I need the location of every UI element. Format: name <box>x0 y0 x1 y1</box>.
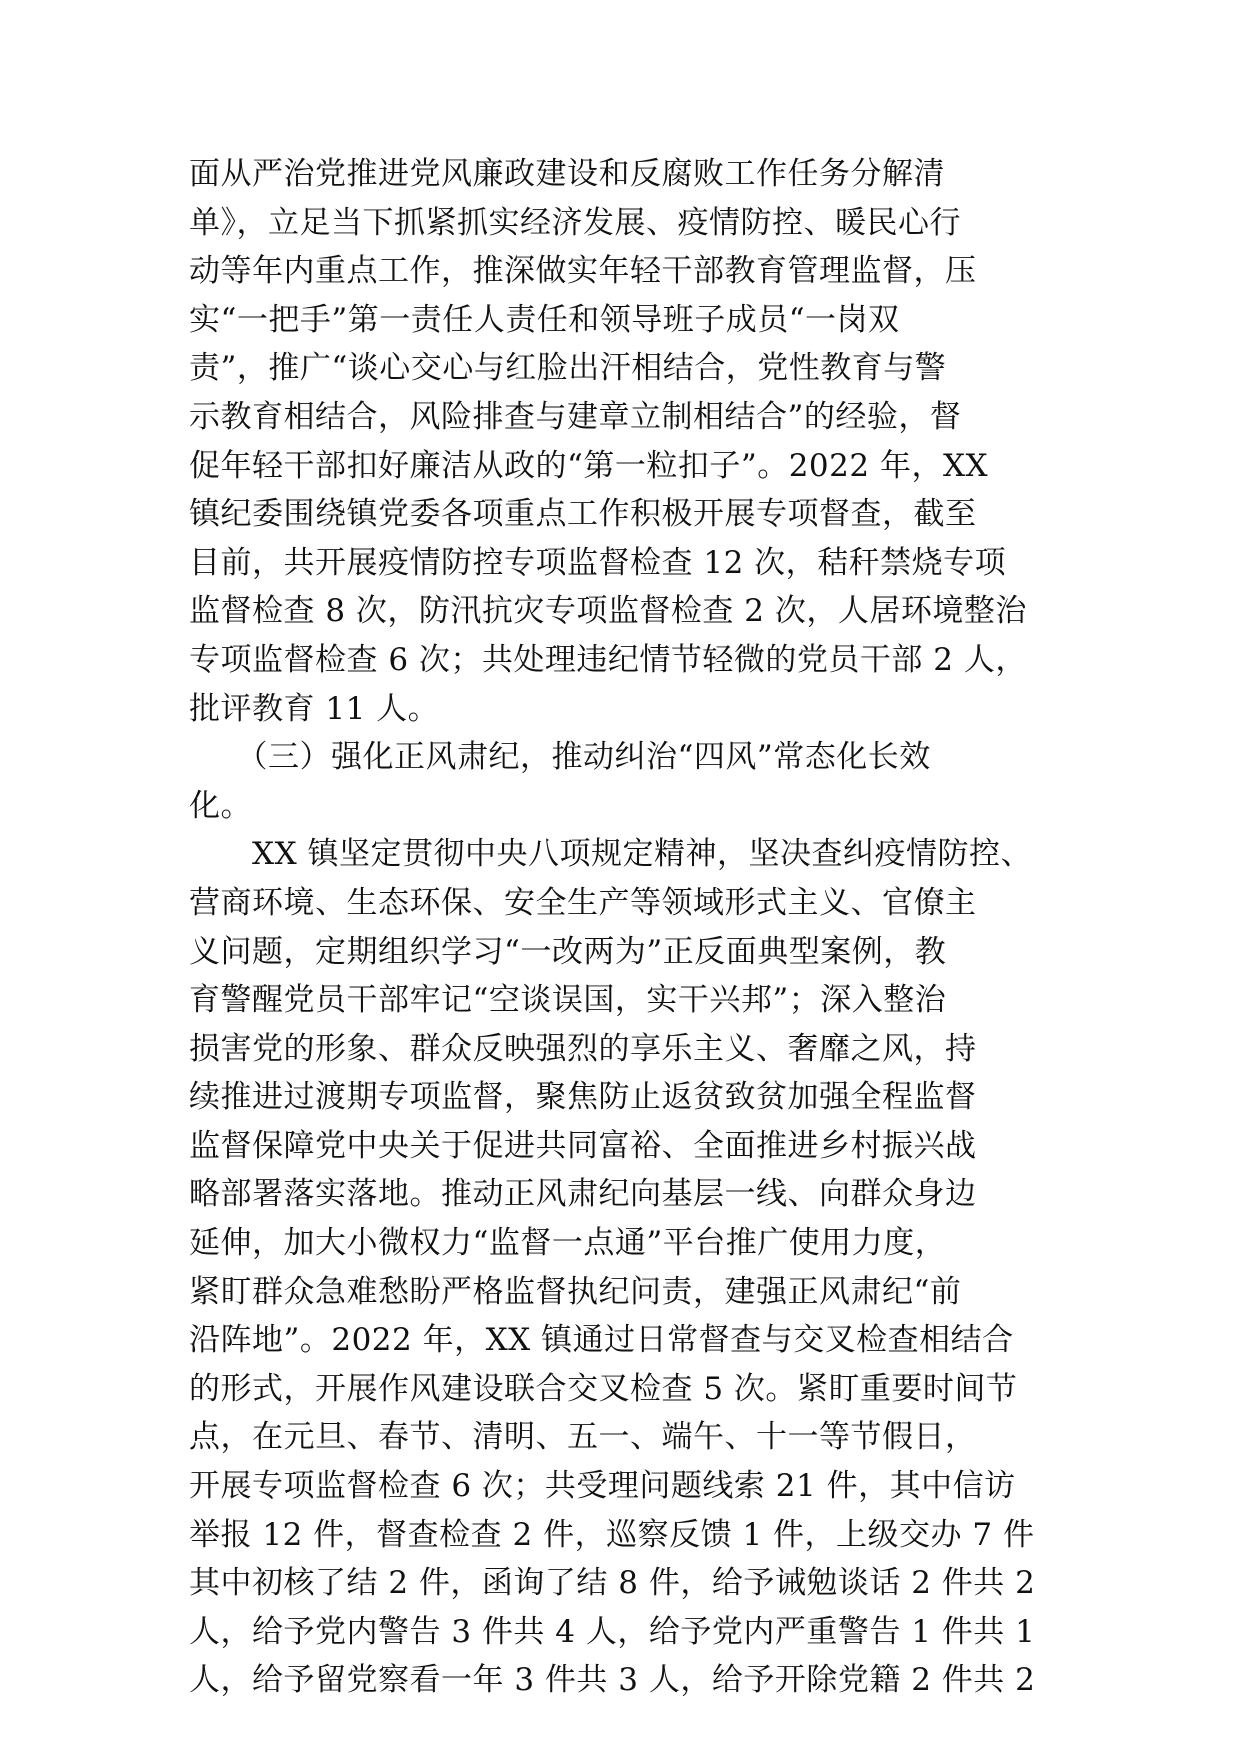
text-line: 点，在元旦、春节、清明、五一、端午、十一等节假日， <box>189 1419 977 1456</box>
text-line: 面从严治党推进党风廉政建设和反腐败工作任务分解清 <box>189 156 945 192</box>
text-line: 批评教育 11 人。 <box>189 690 440 727</box>
text-line: 略部署落实落地。推动正风肃纪向基层一线、向群众身边 <box>189 1176 977 1213</box>
text-line: 义问题，定期组织学习“一改两为”正反面典型案例，教 <box>189 933 947 970</box>
text-line: 目前，共开展疫情防控专项监督检查 12 次，秸秆禁烧专项 <box>189 544 1007 581</box>
text-line: 专项监督检查 6 次；共处理违纪情节轻微的党员干部 2 人， <box>189 641 1027 678</box>
text-line: 延伸，加大小微权力“监督一点通”平台推广使用力度， <box>189 1225 947 1262</box>
text-line: 续推进过渡期专项监督，聚焦防止返贫致贫加强全程监督 <box>189 1079 977 1116</box>
text-line: 监督检查 8 次，防汛抗灾专项监督检查 2 次，人居环境整治 <box>189 593 1027 630</box>
text-line: 监督保障党中央关于促进共同富裕、全面推进乡村振兴战 <box>189 1127 977 1164</box>
section-heading-line: 化。 <box>189 787 252 824</box>
text-line: 开展专项监督检查 6 次；共受理问题线索 21 件，其中信访 <box>189 1468 1016 1505</box>
text-line: 紧盯群众急难愁盼严格监督执纪问责，建强正风肃纪“前 <box>189 1273 962 1310</box>
text-line: 动等年内重点工作，推深做实年轻干部教育管理监督，压 <box>189 253 977 290</box>
text-line: 责”，推广“谈心交心与红脸出汗相结合，党性教育与警 <box>189 350 947 387</box>
section-heading-line: （三）强化正风肃纪，推动纠治“四风”常态化长效 <box>189 739 931 776</box>
text-line: 人，给予留党察看一年 3 件共 3 人，给予开除党籍 2 件共 2 <box>189 1662 1036 1699</box>
text-line: 人，给予党内警告 3 件共 4 人，给予党内严重警告 1 件共 1 <box>189 1613 1036 1650</box>
text-line: 示教育相结合，风险排查与建章立制相结合”的经验，督 <box>189 398 962 435</box>
text-line: 的形式，开展作风建设联合交叉检查 5 次。紧盯重要时间节 <box>189 1370 1018 1407</box>
text-line: XX 镇坚定贯彻中央八项规定精神，坚决查纠疫情防控、 <box>189 836 1032 873</box>
text-line: 单》，立足当下抓紧抓实经济发展、疫情防控、暖民心行 <box>189 204 961 241</box>
text-line: 镇纪委围绕镇党委各项重点工作积极开展专项督查，截至 <box>189 496 977 533</box>
text-line: 营商环境、生态环保、安全生产等领域形式主义、官僚主 <box>189 884 977 921</box>
text-line: 损害党的形象、群众反映强烈的享乐主义、奢靡之风，持 <box>189 1030 977 1067</box>
text-line: 沿阵地”。2022 年，XX 镇通过日常督查与交叉检查相结合 <box>189 1322 1014 1359</box>
text-line: 其中初核了结 2 件，函询了结 8 件，给予诫勉谈话 2 件共 2 <box>189 1565 1036 1602</box>
body-text <box>189 150 1059 1705</box>
text-line: 举报 12 件，督查检查 2 件，巡察反馈 1 件，上级交办 7 件 <box>189 1516 1035 1553</box>
text-line: 育警醒党员干部牢记“空谈误国，实干兴邦”；深入整治 <box>189 982 947 1019</box>
text-line: 实“一把手”第一责任人责任和领导班子成员“一岗双 <box>189 301 900 338</box>
text-line: 促年轻干部扣好廉洁从政的“第一粒扣子”。2022 年，XX <box>189 447 989 484</box>
